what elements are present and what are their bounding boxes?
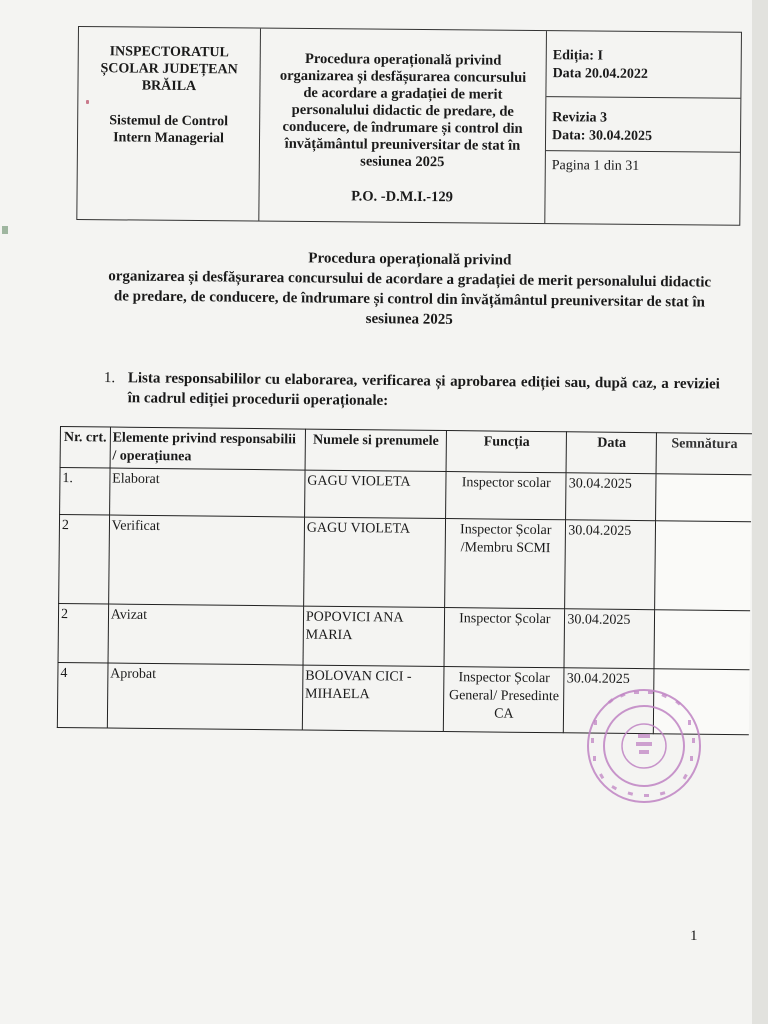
- table-row: [59, 515, 751, 611]
- procedure-line: organizarea și desfășurarea concursului: [279, 67, 527, 86]
- header-elements: Elemente privind responsabilii / operațiunea: [110, 427, 306, 470]
- cell-function: Inspector scolar: [446, 472, 567, 520]
- revision-cell: [546, 97, 740, 153]
- edition-label: Ediția: I: [552, 48, 604, 64]
- page-info: Pagina 1 din 31: [551, 158, 640, 174]
- section-text: Lista responsabililor cu elaborarea, verificarea și aprobarea ediției sau, după caz, a reviziei în cadrul ediției procedurii operaționale:: [127, 370, 720, 409]
- header-signature: Semnătura: [656, 433, 752, 475]
- document-header: [76, 26, 742, 226]
- cell-name: POPOVICI ANA MARIA: [303, 606, 445, 666]
- cell-date: 30.04.2025: [564, 609, 654, 669]
- title-line: organizarea și desfășurarea concursului de acordare a gradației de merit personalului didactic: [108, 268, 712, 291]
- header-organization: [77, 27, 261, 221]
- procedure-line: conducere, de îndrumare și control din: [282, 118, 523, 137]
- cell-name: GAGU VIOLETA: [304, 470, 446, 518]
- document-title: [79, 246, 740, 333]
- cell-date: 30.04.2025: [564, 668, 655, 734]
- cell-date: 30.04.2025: [566, 473, 656, 521]
- header-nr: Nr. crt.: [60, 427, 110, 469]
- cell-signature: [654, 610, 750, 670]
- org-line: BRĂILA: [141, 78, 197, 95]
- header-edition-info: [545, 31, 741, 225]
- title-line: de predare, de conducere, de îndrumare și control din învățământul preuniversitar de stat în: [113, 288, 706, 311]
- page-number: 1: [690, 928, 698, 944]
- section-number: 1.: [103, 369, 116, 387]
- system-line: Intern Managerial: [113, 130, 224, 147]
- revision-label: Revizia 3: [552, 110, 608, 126]
- cell-signature: [655, 521, 751, 611]
- cell-name: BOLOVAN CICI - MIHAELA: [302, 665, 444, 731]
- cell-nr: 4: [57, 662, 107, 728]
- header-procedure-title: [259, 29, 547, 223]
- cell-nr: 2: [59, 515, 110, 605]
- cell-date: 30.04.2025: [565, 520, 656, 610]
- table-header-row: [60, 427, 752, 475]
- cell-operation: Verificat: [108, 515, 304, 606]
- header-name: Numele si prenumele: [305, 429, 447, 471]
- system-line: Sistemul de Control: [109, 113, 229, 130]
- header-date: Data: [566, 432, 656, 474]
- scan-artifact: [2, 226, 8, 234]
- cell-signature: [656, 474, 752, 522]
- title-line: sesiunea 2025: [365, 310, 453, 328]
- cell-name: GAGU VIOLETA: [304, 517, 446, 607]
- cell-nr: 2: [58, 603, 108, 663]
- cell-function: Inspector Școlar: [444, 608, 565, 668]
- org-line: INSPECTORATUL: [109, 44, 229, 61]
- section-heading: [104, 368, 720, 414]
- cell-function: Inspector Școlar General/ Presedinte CA: [444, 667, 565, 733]
- procedure-line: personalului didactic de predare, de: [291, 101, 514, 120]
- procedure-line: de acordare a gradației de merit: [303, 84, 503, 103]
- cell-nr: 1.: [60, 468, 110, 516]
- cell-operation: Elaborat: [109, 468, 305, 517]
- page-info-cell: [546, 151, 740, 177]
- official-stamp-seal: [584, 686, 704, 806]
- title-line: Procedura operațională privind: [308, 250, 512, 269]
- header-function: Funcția: [446, 431, 567, 473]
- procedure-line: învățământul preuniversitar de stat în: [284, 135, 521, 154]
- edition-date: Data 20.04.2022: [552, 66, 648, 82]
- procedure-code: P.O. -D.M.I.-129: [351, 188, 453, 206]
- scan-page-edge: [752, 0, 768, 1024]
- table-row: [58, 603, 750, 669]
- cell-operation: Aprobat: [107, 663, 303, 730]
- procedure-line: Procedura operațională privind: [304, 50, 502, 69]
- cell-function: Inspector Școlar /Membru SCMI: [445, 519, 566, 609]
- cell-operation: Avizat: [108, 604, 304, 665]
- org-line: ȘCOLAR JUDEȚEAN: [100, 61, 238, 78]
- revision-date: Data: 30.04.2025: [551, 128, 653, 145]
- edition-cell: [546, 31, 741, 99]
- procedure-line: sesiunea 2025: [360, 153, 445, 171]
- table-row: [60, 468, 752, 522]
